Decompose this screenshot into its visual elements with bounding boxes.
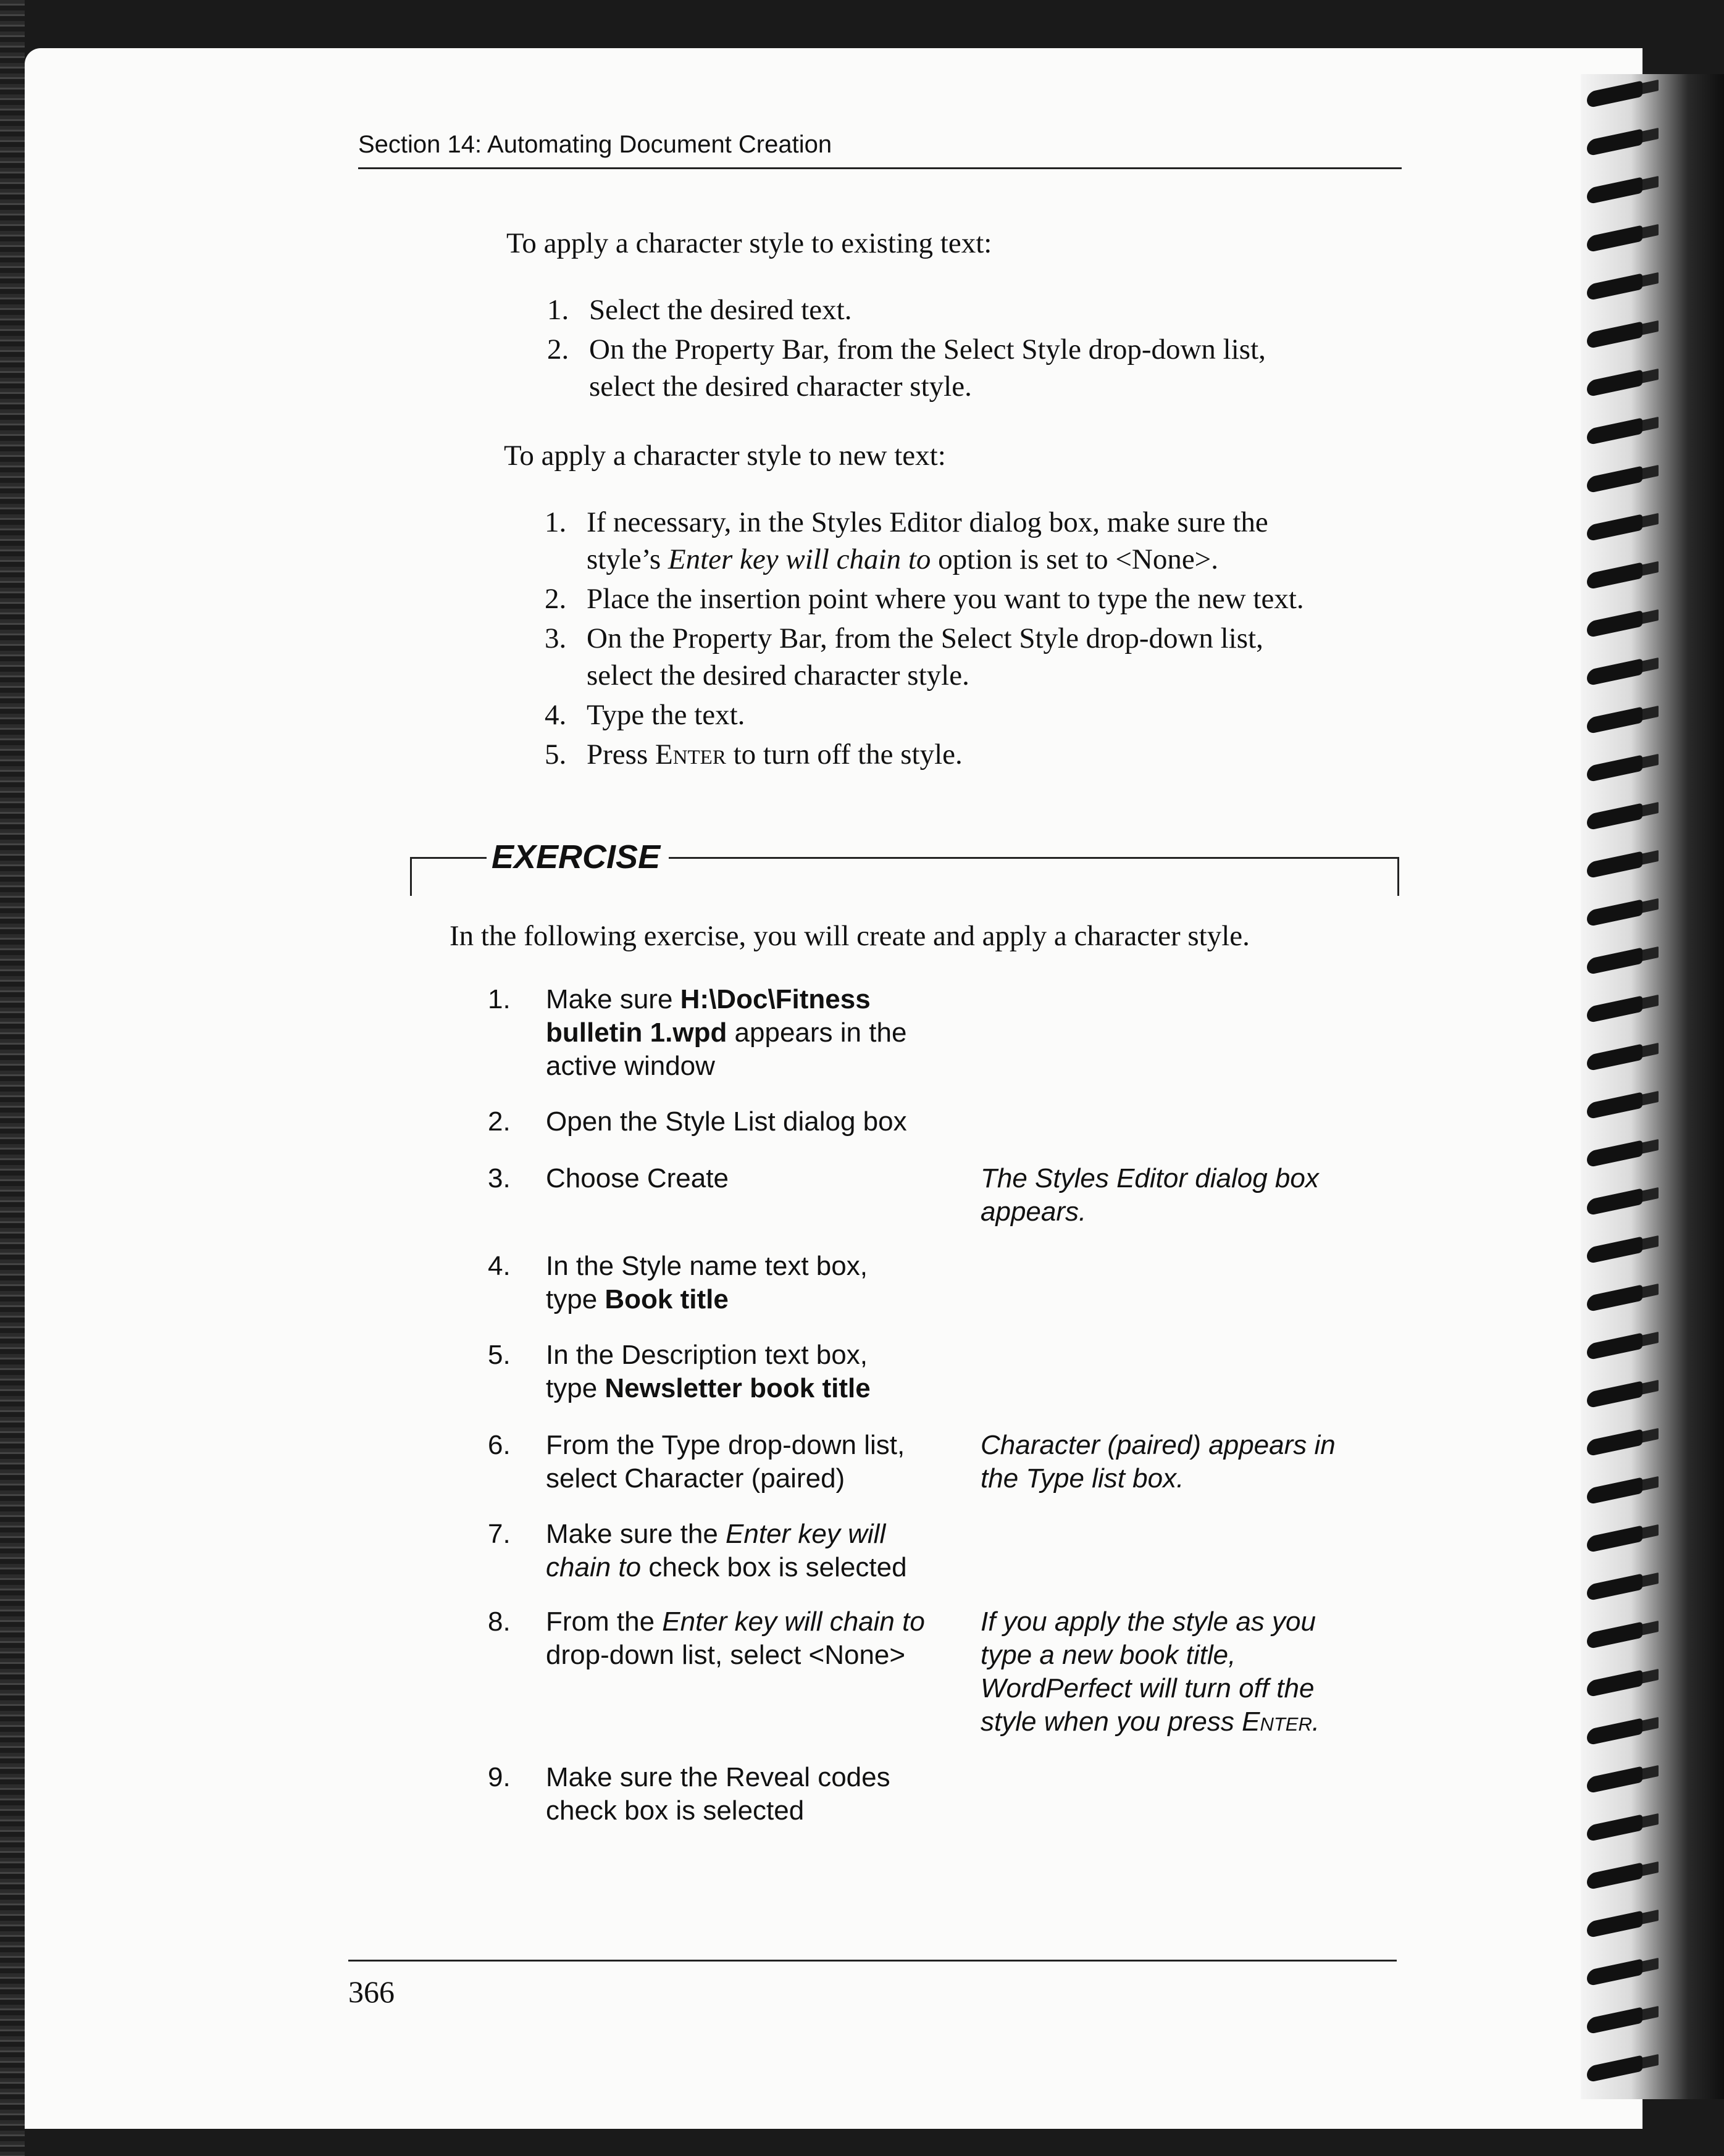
exercise-title: EXERCISE	[487, 838, 669, 875]
list-item: 1. If necessary, in the Styles Editor dialog box, make sure the style’s Enter key will chain to option is set to <None>.	[545, 506, 1268, 575]
running-head: Section 14: Automating Document Creation	[358, 131, 1402, 169]
exercise-intro: In the following exercise, you will create and apply a character style.	[450, 920, 1250, 952]
list-item: 3. On the Property Bar, from the Select Style drop-down list, select the desired character style.	[545, 622, 1263, 692]
page-number: 366	[348, 1974, 395, 2009]
new-text-lead: To apply a character style to new text:	[504, 440, 946, 472]
new-text-steps	[545, 504, 1304, 773]
exercise-note-6: Character (paired) appears in the Type list box.	[981, 1430, 1336, 1494]
existing-text-steps	[547, 291, 1266, 405]
list-item: 2. Place the insertion point where you want to type the new text.	[545, 583, 1304, 615]
exercise-note-8: If you apply the style as you type a new book title, WordPerfect will turn off the style when you press Enter.	[981, 1607, 1320, 1737]
existing-text-lead: To apply a character style to existing text:	[506, 227, 992, 259]
list-item: 1. Select the desired text.	[547, 294, 852, 326]
footer-rule	[348, 1960, 1397, 1962]
list-item: 5. Press Enter to turn off the style.	[545, 738, 963, 771]
list-item: 2. On the Property Bar, from the Select Style drop-down list, select the desired character style.	[547, 333, 1266, 403]
exercise-note-3: The Styles Editor dialog box appears.	[981, 1163, 1319, 1227]
scan-left-edge	[0, 0, 25, 2156]
list-item: 4. Type the text.	[545, 699, 745, 731]
